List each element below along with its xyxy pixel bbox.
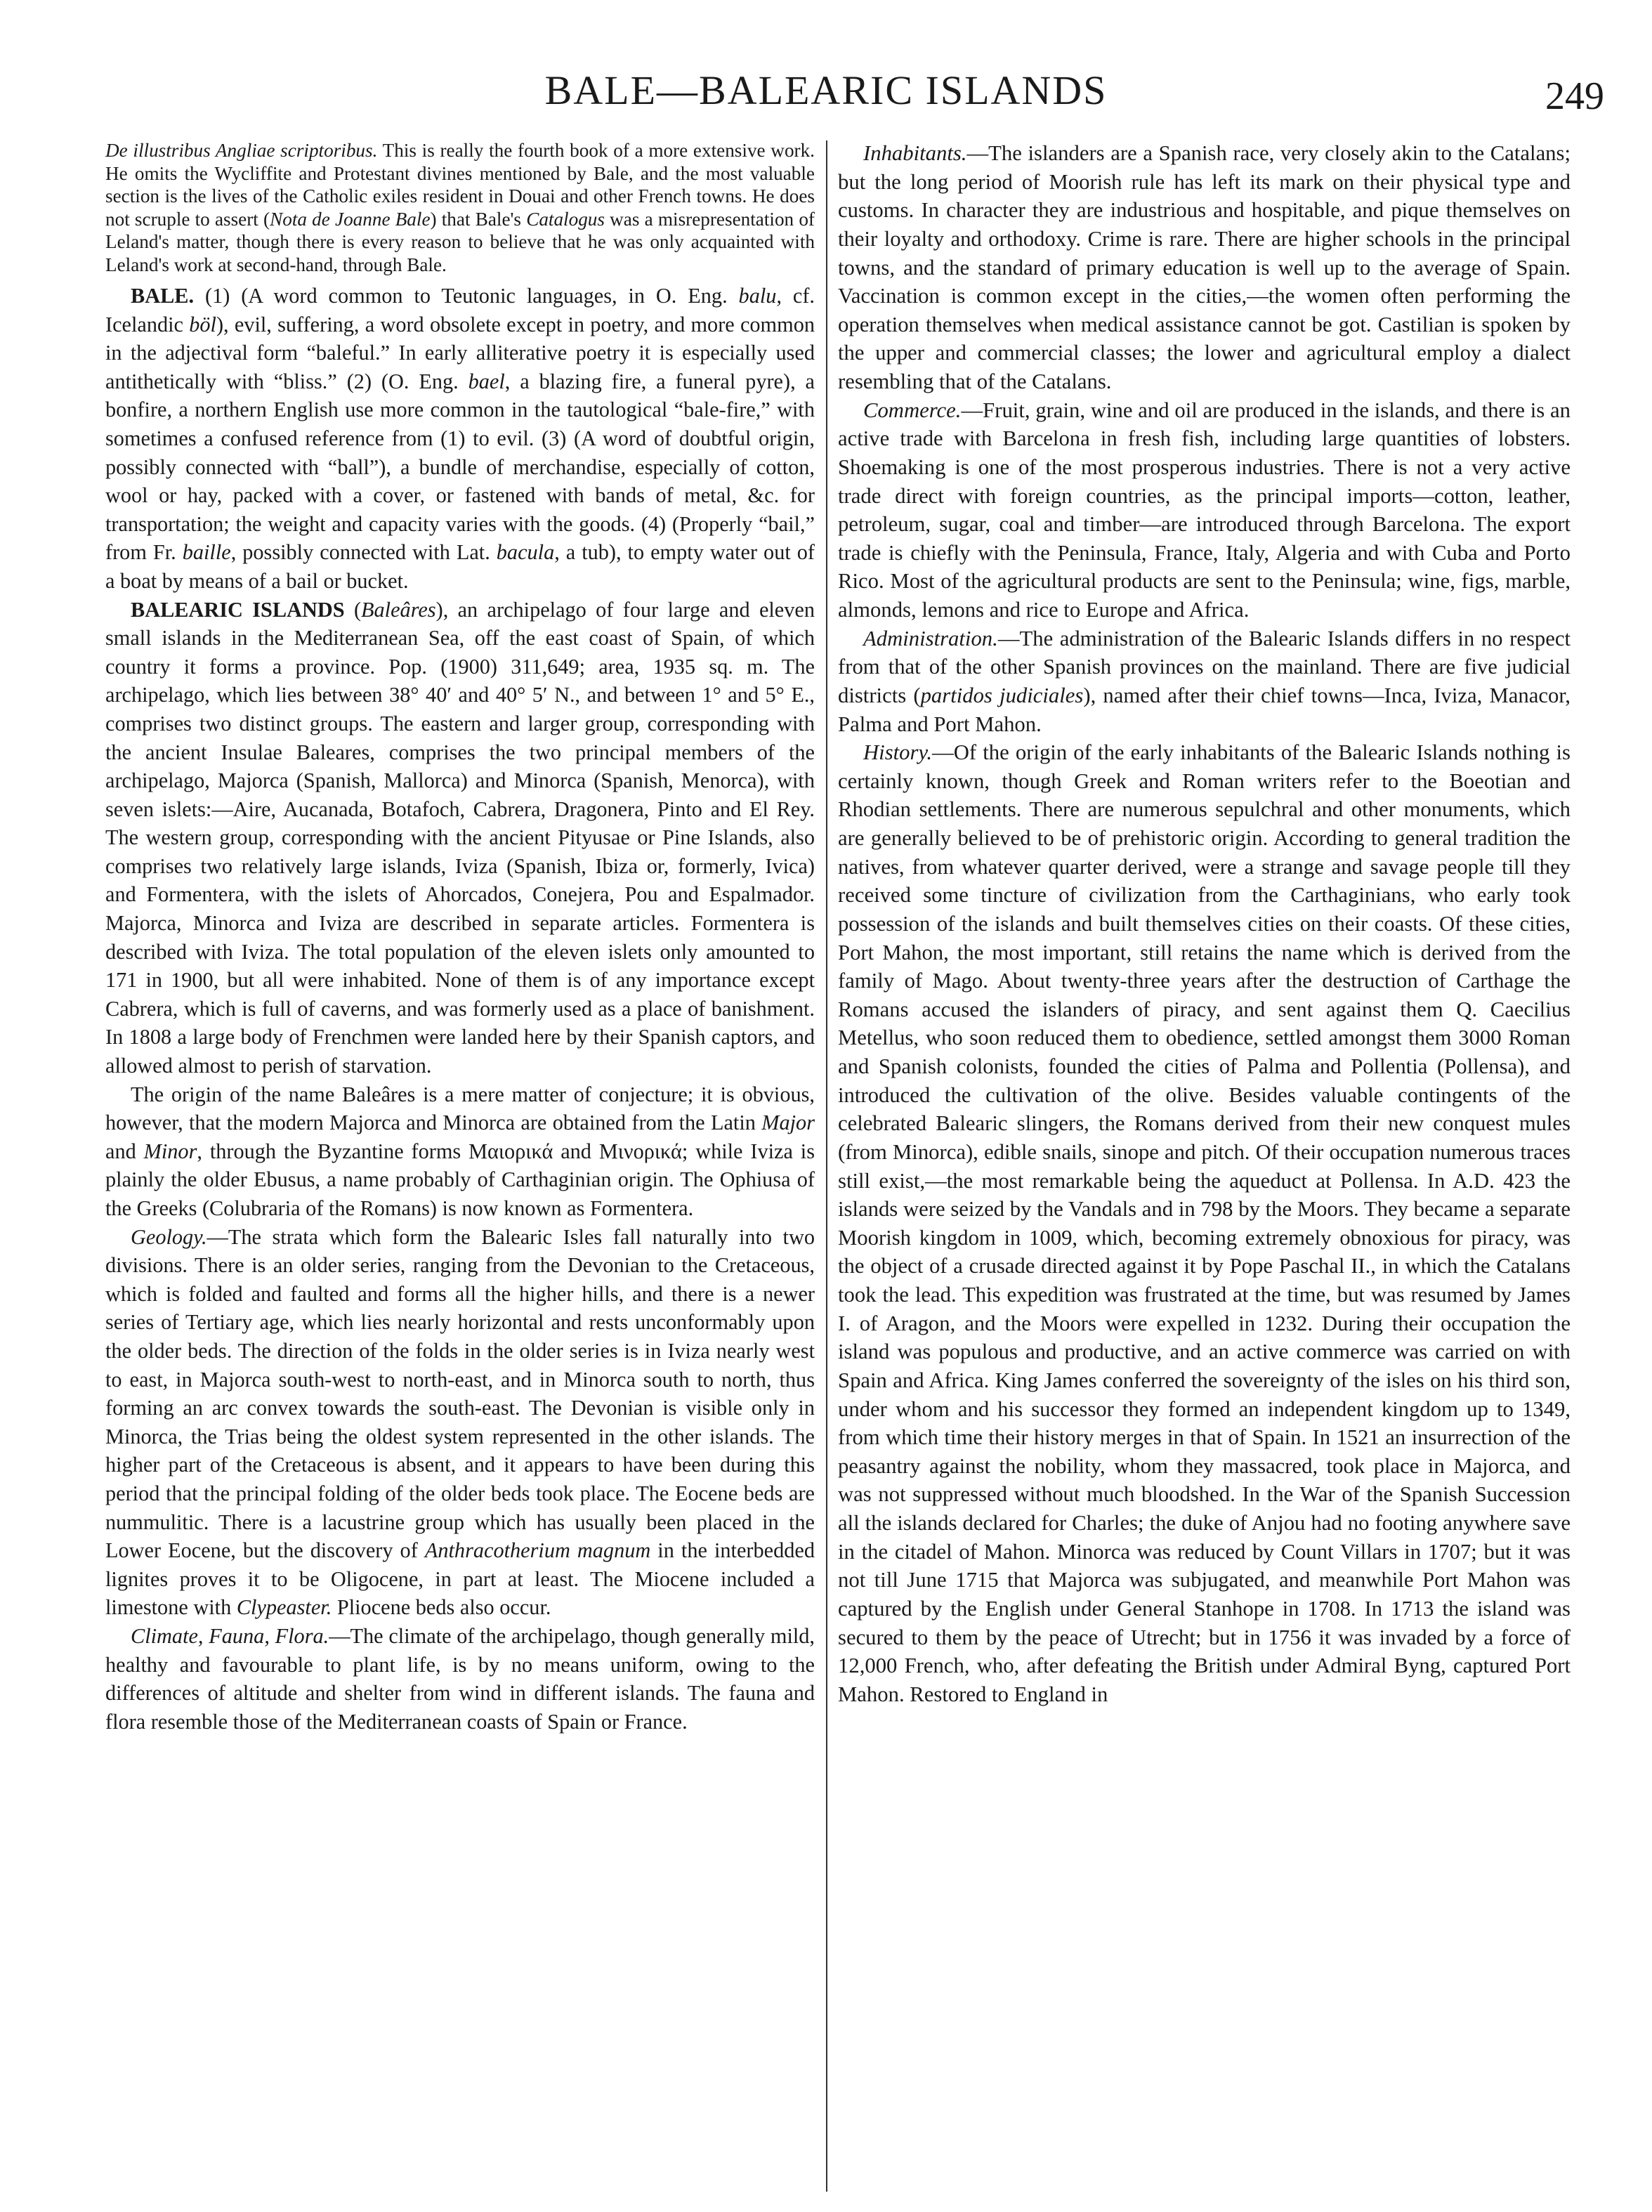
left-column (105, 139, 815, 1736)
italic-text: Nota de Joanne Bale (270, 208, 431, 230)
italic-text: bacula (496, 540, 555, 565)
text-run: cf. Icelandic (105, 284, 815, 336)
paragraph-history (838, 738, 1571, 1708)
text-run: ), evil, suffering, a word obsolete except in poetry, and more common in the adjectival form “baleful.” In early alliterative poetry it is especially used antithetically with “bliss.” (2) (O. Eng. (105, 312, 815, 393)
italic-text: Anthracotherium magnum (424, 1538, 651, 1563)
text-run: , possibly connected with Lat. (230, 540, 497, 565)
italic-text: partidos judiciales (920, 683, 1084, 707)
italic-text: Baleâres (361, 597, 436, 622)
entry-headword: BALEARIC ISLANDS (131, 597, 345, 622)
italic-text: böl (189, 312, 216, 336)
paragraph-inhabitants (838, 139, 1571, 396)
paragraph-climate (105, 1622, 815, 1736)
italic-text: Minor (143, 1139, 197, 1163)
section-label: Commerce. (863, 398, 962, 422)
section-label: Climate, Fauna, Flora. (131, 1623, 329, 1648)
entry-bale (105, 282, 815, 596)
text-run: , through the Byzantine forms Μαιορικά and Μινορικά; while Iviza is plainly the older Ebusus, a name probably of Carthaginian origin. The Ophiusa of the Greeks (Colubraria of the Romans) is now known as Formentera. (105, 1139, 815, 1220)
italic-text: bael (468, 369, 505, 393)
entry-balearic-islands (105, 596, 815, 1080)
entry-headword: BALE. (131, 284, 195, 308)
text-run: ) that Bale's (430, 208, 527, 230)
section-label: Geology. (131, 1224, 207, 1249)
italic-text: balu, (738, 284, 782, 308)
text-run: —The climate of the archipelago, though generally mild, healthy and favourable to plant life, is by no means uniform, owing to the differences of altitude and shelter from wind in different islands. The fauna and flora resemble those of the Mediterranean coasts of Spain or France. (105, 1623, 815, 1734)
paragraph-geology (105, 1223, 815, 1622)
text-run: , a blazing fire, a funeral pyre), a bonfire, a northern English use more common in the tautological “bale-fire,” with sometimes a confused reference from (1) to evil. (3) (A word of doubtful origin, possibly connected with “ball”), a bundle of merchandise, especially of cotton, wool or hay, packed with a cover, or fastened with bands of metal, &c. for transportation; the weight and capacity varies with the goods. (4) (Properly “bail,” from Fr. (105, 369, 815, 565)
text-run: —The administration of the Balearic Islands differs in no respect from that of the other Spanish provinces on the mainland. There are five judicial districts ( (838, 626, 1571, 707)
text-run: The origin of the name Baleâres is a mere matter of conjecture; it is obvious, however, that the modern Majorca and Minorca are obtained from the Latin (105, 1082, 815, 1135)
column-divider (826, 140, 827, 2192)
text-run: ), named after their chief towns—Inca, Iviza, Manacor, Palma and Port Mahon. (838, 683, 1571, 736)
text-run: Pliocene beds also occur. (332, 1595, 551, 1620)
italic-text: Major (761, 1111, 815, 1135)
section-label: History. (863, 740, 933, 765)
text-run: was a misrepresentation of Leland's matter, though there is every reason to believe that he was only acquainted with Leland's work at second-hand, through Bale. (105, 208, 815, 275)
italic-text: baille (182, 540, 231, 565)
paragraph-commerce (838, 396, 1571, 624)
text-run: —The islanders are a Spanish race, very closely akin to the Catalans; but the long period of Moorish rule has left its mark on their physical type and customs. In character they are industrious and hospitable, and pique themselves on their loyalty and orthodoxy. Crime is rare. There are higher schools in the principal towns, and the standard of primary education is well up to the average of Spain. Vaccination is common except in the cities,—the women often performing the operation themselves when medical assistance cannot be got. Castilian is spoken by the upper and commercial classes; the lower and agricultural employ a dialect resembling that of the Catalans. (838, 141, 1571, 393)
page-number: 249 (1545, 74, 1604, 118)
section-label: Inhabitants. (863, 141, 967, 165)
text-run: in the interbedded lignites proves it to be Oligocene, in part at least. The Miocene included a limestone with (105, 1538, 815, 1620)
text-run: —Of the origin of the early inhabitants of the Balearic Islands nothing is certainly known, though Greek and Roman writers refer to the Boeotian and Rhodian settlements. There are numerous sepulchral and other monuments, which are generally believed to be of prehistoric origin. According to general tradition the natives, from whatever quarter derived, were a strange and savage people till they received some tincture of civilization from the Carthaginians, who early took possession of the islands and built themselves cities on their coasts. Of these cities, Port Mahon, the most important, still retains the name which is derived from the family of Mago. About twenty-three years after the destruction of Carthage the Romans accused the islanders of piracy, and sent against them Q. Caecilius Metellus, who soon reduced them to obedience, settled amongst them 3000 Roman and Spanish colonists, founded the cities of Palma and Pollentia (Pollensa), and introduced the cultivation of the olive. Besides valuable contingents of the celebrated Balearic slingers, the Romans derived from their new conquest mules (from Minorca), edible snails, sinope and pitch. Of their occupation numerous traces still exist,—the most remarkable being the aqueduct at Pollensa. In A.D. 423 the islands were seized by the Vandals and in 798 by the Moors. They became a separate Moorish kingdom in 1009, which, becoming extremely obnoxious for piracy, was the object of a crusade directed against it by Pope Paschal II., in which the Catalans took the lead. This expedition was frustrated at the time, but was resumed by James I. of Aragon, and the Moors were expelled in 1232. During their occupation the island was populous and productive, and an active commerce was carried on with Spain and Africa. King James conferred the sovereignty of the isles on his third son, under whom and his successor they formed an independent kingdom up to 1349, from which time their history merges in that of Spain. In 1521 an insurrection of the peasantry against the nobility, whom they massacred, took place in Majorca, and was not suppressed without much bloodshed. In the War of the Spanish Succession all the islands declared for Charles; the duke of Anjou had no footing anywhere save in the citadel of Mahon. Minorca was reduced by Count Villars in 1707; but it was not till June 1715 that Majorca was subjugated, and meanwhile Port Mahon was captured by the English under General Stanhope in 1708. In 1713 the island was secured to them by the peace of Utrecht; but in 1756 it was invaded by a force of 12,000 French, who, after defeating the British under Admiral Byng, captured Port Mahon. Restored to England in (838, 740, 1571, 1706)
text-run: (1) (A word common to Teutonic languages, in O. Eng. (194, 284, 739, 308)
italic-text: Catalogus (526, 208, 605, 230)
right-column (838, 139, 1571, 1708)
italic-text: De illustribus Angliae scriptoribus. (105, 140, 378, 161)
text-run: —The strata which form the Balearic Isles fall naturally into two divisions. There is an older series, ranging from the Devonian to the Cretaceous, which is folded and faulted and forms all the higher hills, and there is a newer series of Tertiary age, which lies nearly horizontal and rests unconformably upon the older beds. The direction of the folds in the older series is in Iviza nearly west to east, in Majorca south-west to north-east, and in Minorca south to north, thus forming an arc convex towards the south-east. The Devonian is visible only in Minorca, the Trias being the oldest system represented in the other islands. The higher part of the Cretaceous is absent, and it appears to have been during this period that the principal folding of the older beds took place. The Eocene beds are nummulitic. There is a lacustrine group which has usually been placed in the Lower Eocene, but the discovery of (105, 1224, 815, 1563)
page-header (0, 67, 1652, 123)
text-run: ( (344, 597, 362, 622)
section-label: Administration. (863, 626, 998, 650)
text-run: —Fruit, grain, wine and oil are produced in the islands, and there is an active trade with Barcelona in fresh fish, including large quantities of lobsters. Shoemaking is one of the most prosperous industries. There is not a very active trade direct with foreign countries, as the principal imports—cotton, leather, petroleum, sugar, coal and timber—are introduced through Barcelona. The export trade is chiefly with the Peninsula, France, Italy, Algeria and with Cuba and Porto Rico. Most of the agricultural products are sent to the Peninsula; wine, figs, marble, almonds, lemons and rice to Europe and Africa. (838, 398, 1571, 622)
page-title: BALE—BALEARIC ISLANDS (544, 67, 1108, 113)
paragraph-administration (838, 624, 1571, 739)
text-run: and (105, 1139, 144, 1163)
text-run: ), an archipelago of four large and eleven small islands in the Mediterranean Sea, off the east coast of Spain, of which country it forms a province. Pop. (1900) 311,649; area, 1935 sq. m. The archipelago, which lies between 38° 40′ and 40° 5′ N., and between 1° and 5° E., comprises two distinct groups. The eastern and larger group, corresponding with the ancient Insulae Baleares, comprises the two principal members of the archipelago, Majorca (Spanish, Mallorca) and Minorca (Spanish, Menorca), with seven islets:—Aire, Aucanada, Botafoch, Cabrera, Dragonera, Pinto and El Rey. The western group, corresponding with the ancient Pityusae or Pine Islands, also comprises two relatively large islands, Iviza (Spanish, Ibiza or, formerly, Ivica) and Formentera, with the islets of Ahorcados, Conejera, Pou and Espalmador. Majorca, Minorca and Iviza are described in separate articles. Formentera is described with Iviza. The total population of the eleven islets only amounted to 171 in 1900, but all were inhabited. None of them is of any importance except Cabrera, which is full of caverns, and was formerly used as a place of banishment. In 1808 a large body of Frenchmen were landed here by their Spanish captors, and allowed almost to perish of starvation. (105, 597, 815, 1078)
italic-text: Clypeaster. (236, 1595, 332, 1620)
paragraph-bibliography-note (105, 139, 815, 276)
paragraph-name-origin (105, 1080, 815, 1223)
text-run: , a tub), to empty water out of a boat by means of a bail or bucket. (105, 540, 815, 593)
text-run: This is really the fourth book of a more extensive work. He omits the Wycliffite and Protestant divines mentioned by Bale, and the most valuable section is the lives of the Catholic exiles resident in Douai and other French towns. He does not scruple to assert ( (105, 140, 815, 230)
